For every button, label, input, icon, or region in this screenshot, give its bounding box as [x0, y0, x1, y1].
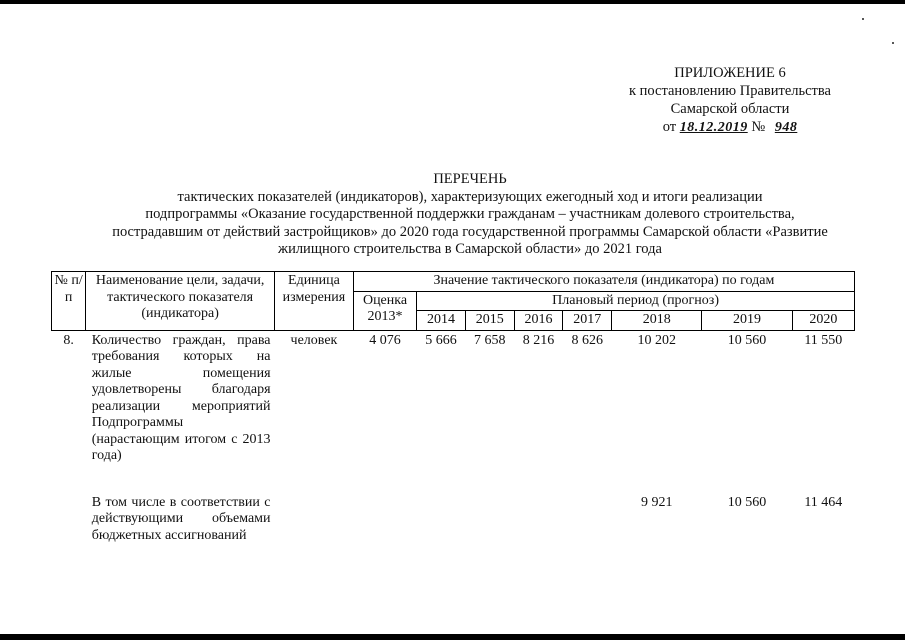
value-cell: [353, 493, 416, 547]
document-heading: [70, 171, 870, 259]
heading-line-1: тактических показателей (индикаторов), характеризующих ежегодный ход и итоги реализации: [177, 188, 763, 205]
header-year: 2016: [514, 311, 563, 331]
header-year: 2018: [612, 311, 702, 331]
indicators-table: [51, 271, 855, 546]
value-cell: [417, 493, 466, 547]
value-cell: 9 921: [641, 494, 673, 510]
value-cell: [465, 493, 514, 547]
date-prefix: от: [662, 119, 677, 135]
handwritten-date: 18.12.2019: [679, 120, 748, 135]
scan-border-top: [0, 0, 905, 4]
value-cell: [514, 493, 563, 547]
appendix-resolution: к постановлению Правительства: [629, 83, 831, 99]
header-year: 2020: [792, 311, 854, 331]
value-cell: 10 202: [637, 332, 677, 348]
value-cell: 10 560: [727, 494, 767, 510]
appendix-title: ПРИЛОЖЕНИЕ 6: [674, 65, 786, 81]
row-number: 8.: [63, 332, 74, 348]
value-cell: 5 666: [425, 332, 457, 348]
appendix-header: [600, 64, 860, 137]
value-cell: 10 560: [727, 332, 767, 348]
number-prefix: №: [751, 119, 766, 135]
header-year: 2015: [465, 311, 514, 331]
value-cell: 8 626: [571, 332, 604, 348]
value-cell: 11 550: [804, 332, 843, 348]
scan-border-bottom: [0, 634, 905, 640]
value-cell: 4 076: [369, 332, 401, 348]
value-cell: [563, 493, 612, 547]
heading-title: ПЕРЕЧЕНЬ: [433, 171, 507, 187]
header-name: Наименование цели, задачи, тактического показателя (индикатора): [86, 272, 275, 331]
indicator-unit: человек: [290, 332, 338, 348]
header-values: Значение тактического показателя (индикатора) по годам: [353, 272, 854, 292]
header-estimate: Оценка 2013*: [353, 291, 416, 330]
row-spacer: [52, 467, 855, 493]
value-cell: 7 658: [474, 332, 506, 348]
appendix-region: Самарской области: [670, 101, 790, 117]
heading-line-2: подпрограммы «Оказание государственной поддержки гражданам – участникам долевого строительства,: [145, 206, 795, 222]
handwritten-number: 948: [774, 120, 798, 135]
scan-speck: [862, 18, 864, 20]
heading-line-3: пострадавшим от действий застройщиков» до 2020 года государственной программы Самарской области «Развитие: [112, 223, 828, 240]
header-year: 2019: [702, 311, 792, 331]
header-number: № п/п: [52, 272, 86, 331]
indicator-name: В том числе в соответствии с действующими объемами бюджетных ассигнований: [91, 494, 271, 543]
table-row: [52, 493, 855, 547]
indicator-name: Количество граждан, права требования которых на жилые помещения удовлетворены благодаря реализации мероприятий Подпрограммы (нарастающим итогом с 2013 года): [91, 332, 271, 463]
indicator-unit: [275, 493, 354, 547]
header-year: 2014: [417, 311, 466, 331]
appendix-date-line: [600, 118, 860, 137]
heading-line-4: жилищного строительства в Самарской области» до 2021 года: [278, 241, 662, 257]
value-cell: 11 464: [804, 494, 843, 510]
table-row: [52, 330, 855, 467]
row-number: [52, 493, 86, 547]
header-plan-period: Плановый период (прогноз): [417, 291, 855, 311]
value-cell: 8 216: [522, 332, 555, 348]
header-year: 2017: [563, 311, 612, 331]
header-unit: Единица измерения: [275, 272, 354, 331]
scan-speck: [892, 42, 894, 44]
